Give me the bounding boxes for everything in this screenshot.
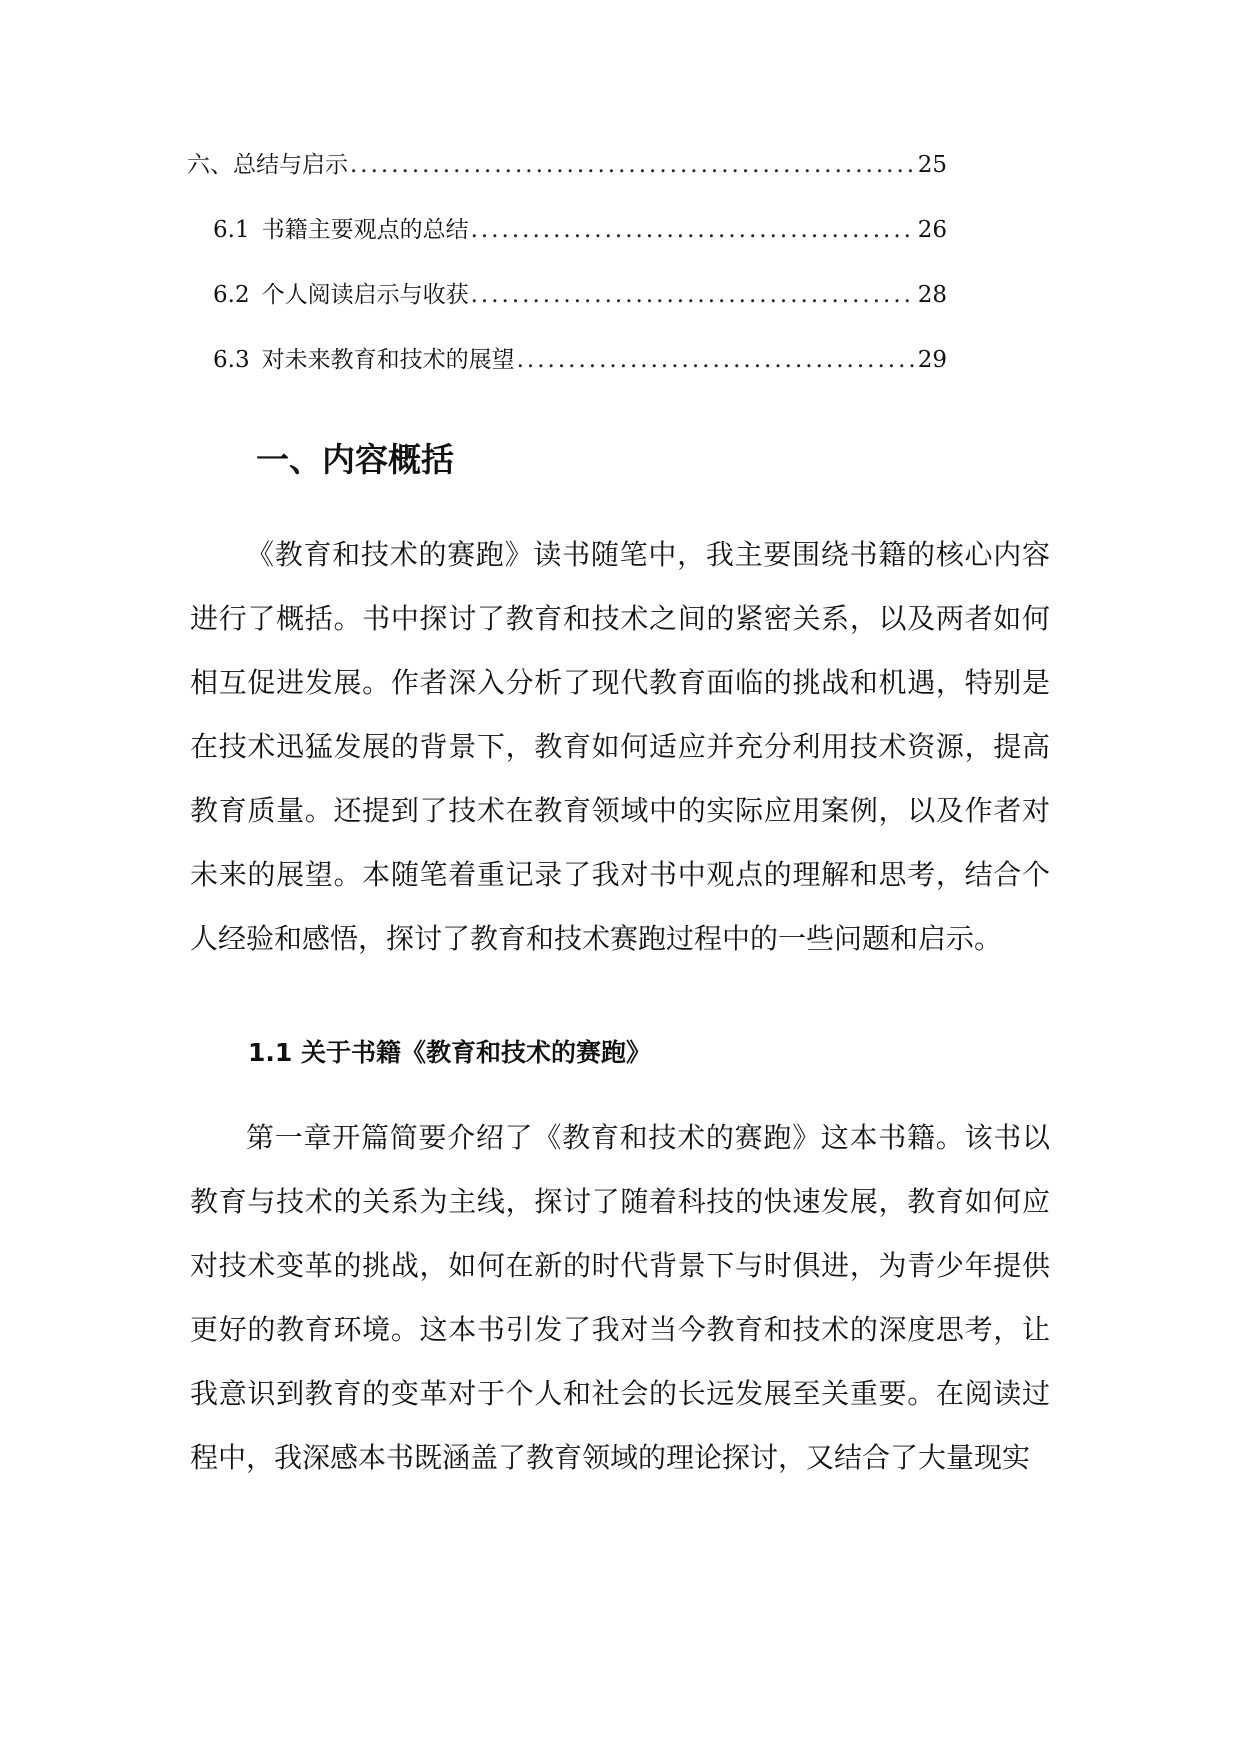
toc-leader-dots: [350, 150, 916, 180]
toc-entry-page: 25: [917, 152, 947, 178]
toc-entry[interactable]: [187, 150, 947, 215]
toc-entry-page: 28: [917, 282, 947, 308]
table-of-contents: [187, 150, 947, 410]
toc-entry-number: 6.3: [213, 347, 250, 373]
toc-entry-title: 六、总结与启示: [187, 152, 348, 178]
toc-entry-number: 6.2: [213, 282, 250, 308]
toc-entry-number: 6.1: [213, 217, 250, 243]
toc-entry[interactable]: [187, 280, 947, 345]
toc-entry[interactable]: [187, 215, 947, 280]
toc-entry-title: 对未来教育和技术的展望: [261, 347, 515, 373]
toc-leader-dots: [517, 345, 916, 375]
toc-leader-dots: [471, 215, 916, 245]
toc-entry-title: 书籍主要观点的总结: [261, 217, 469, 243]
toc-entry[interactable]: [187, 345, 947, 410]
subsection-paragraph: 第一章开篇简要介绍了《教育和技术的赛跑》这本书籍。该书以教育与技术的关系为主线，探讨了随着科技的快速发展，教育如何应对技术变革的挑战，如何在新的时代背景下与时俱进，为青少年提供更好的教育环境。这本书引发了我对当今教育和技术的深度思考，让我意识到教育的变革对于个人和社会的长远发展至关重要。在阅读过程中，我深感本书既涵盖了教育领域的理论探讨，又结合了大量现实: [190, 1121, 1050, 1474]
subsection-heading: 1.1 关于书籍《教育和技术的赛跑》: [248, 1038, 651, 1067]
toc-leader-dots: [471, 280, 916, 310]
section-paragraph: 《教育和技术的赛跑》读书随笔中，我主要围绕书籍的核心内容进行了概括。书中探讨了教育和技术之间的紧密关系，以及两者如何相互促进发展。作者深入分析了现代教育面临的挑战和机遇，特别是在技术迅猛发展的背景下，教育如何适应并充分利用技术资源，提高教育质量。还提到了技术在教育领域中的实际应用案例，以及作者对未来的展望。本随笔着重记录了我对书中观点的理解和思考，结合个人经验和感悟，探讨了教育和技术赛跑过程中的一些问题和启示。: [190, 538, 1050, 955]
toc-entry-page: 29: [917, 347, 947, 373]
toc-entry-title: 个人阅读启示与收获: [261, 282, 469, 308]
toc-entry-page: 26: [917, 217, 947, 243]
section-heading: 一、内容概括: [256, 440, 454, 479]
